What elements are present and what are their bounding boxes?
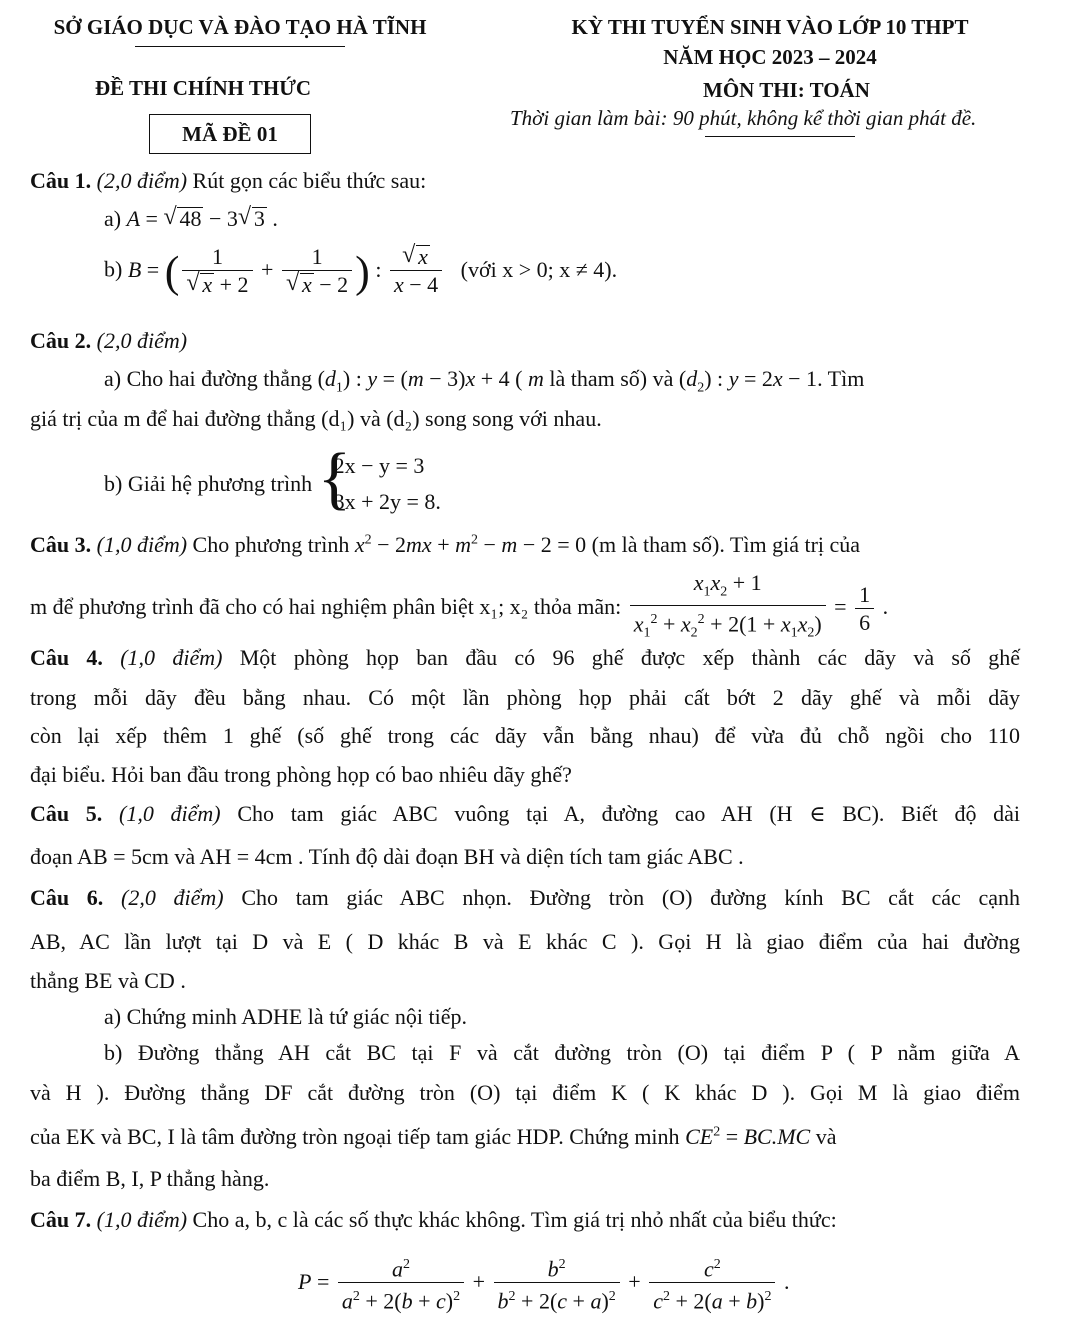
department: SỞ GIÁO DỤC VÀ ĐÀO TẠO HÀ TĨNH — [53, 15, 427, 39]
q6-text2: AB, AC lần lượt tại D và E ( D khác B và E khác C ). Gọi H là giao điểm của hai đường — [30, 929, 1020, 954]
school-year: NĂM HỌC 2023 – 2024 — [663, 45, 877, 69]
q6-text7: của EK và BC, I là tâm đường tròn ngoại tiếp tam giác HDP. Chứng minh — [30, 1124, 680, 1149]
q1a-formula: A = √ 48 − 3 √ 3 . — [126, 204, 278, 231]
q3-text3: m để phương trình đã cho có hai nghiệm phân biệt x₁; x₂ thỏa mãn: — [30, 594, 622, 620]
q3-points: (1,0 điểm) — [96, 532, 188, 557]
q4-points: (1,0 điểm) — [120, 645, 223, 670]
q6-label: Câu 6. — [30, 885, 104, 910]
q1b — [104, 244, 617, 299]
q1b-prefix: b) — [104, 256, 123, 282]
time-underline — [705, 136, 855, 137]
q6-text5: b) Đường thẳng AH cắt BC tại F và cắt đường tròn (O) tại điểm P ( P nằm giữa A — [104, 1040, 1020, 1065]
q4-label: Câu 4. — [30, 645, 103, 670]
q7-label: Câu 7. — [30, 1207, 92, 1232]
q2b-eq1: 2x − y = 3 — [333, 453, 425, 478]
q1-text: Rút gọn các biểu thức sau: — [192, 168, 427, 193]
q5-points: (1,0 điểm) — [119, 801, 221, 826]
q3-condition: $\frac{x_1x_2 + 1}{x_1^2 + x_2^2 + 2(1 + x_1x_2)}$ = $\frac{1}{6}$ . — [627, 594, 888, 619]
q4-text1: Một phòng họp ban đầu có 96 ghế được xếp thành các dãy và số ghế — [239, 645, 1020, 670]
q6-line7 — [30, 1124, 837, 1150]
q2a-line1 — [104, 366, 864, 396]
q6-line1 — [30, 885, 1020, 911]
q6-line8: ba điểm B, I, P thẳng hàng. — [30, 1166, 270, 1191]
q3-line2 — [30, 570, 888, 648]
q2a-text2: là tham số) và — [549, 366, 674, 391]
q1b-formula: B = ( 1 √ x + 2 + 1 √ x − 2 ) : √ x x − 4 — [128, 257, 445, 282]
q1-label: Câu 1. — [30, 168, 92, 193]
subject-label: MÔN THI: TOÁN — [703, 78, 870, 102]
q5-label: Câu 5. — [30, 801, 103, 826]
q1-points: (2,0 điểm) — [96, 168, 188, 193]
q6-points: (2,0 điểm) — [121, 885, 224, 910]
q5-text1: Cho tam giác ABC vuông tại A, đường cao AH (H ∈ BC). Biết độ dài — [237, 801, 1021, 826]
q2b-system: { 2x − y = 3 3x + 2y = 8. — [318, 448, 441, 520]
header-left — [30, 12, 450, 47]
q3-text2: (m là tham số). Tìm giá trị của — [591, 532, 861, 557]
q6-formula: $CE^2 = BC.MC$ — [685, 1124, 811, 1149]
q2a-text1: a) Cho hai đường thẳng — [104, 366, 313, 391]
q6-line5 — [104, 1040, 1020, 1066]
q2a-d2: $(d_2)$ : y = 2x − 1 — [678, 366, 818, 396]
q6-line6 — [30, 1080, 1020, 1106]
q4-line3 — [30, 723, 1020, 749]
exam-title: KỲ THI TUYỂN SINH VÀO LỚP 10 THPT — [571, 15, 969, 39]
q3-equation: $x^2 - 2mx + m^2 - m - 2 = 0$ — [354, 532, 587, 557]
q1b-condition: (với x > 0; x ≠ 4). — [460, 256, 618, 282]
q2b-eq2: 3x + 2y = 8. — [333, 489, 441, 514]
q6-line3: thẳng BE và CD . — [30, 968, 186, 993]
q7-line1 — [30, 1207, 837, 1233]
q2a-d1: $(d_1)$ : y = (m − 3)x + 4 ( m — [317, 366, 544, 396]
q6-text1: Cho tam giác ABC nhọn. Đường tròn (O) đường kính BC cắt các cạnh — [241, 885, 1021, 910]
q4-text2: trong mỗi dãy đều bằng nhau. Có một lần phòng họp phải cất bớt 2 dãy ghế và mỗi dãy — [30, 685, 1020, 710]
q1a-prefix: a) — [104, 206, 122, 231]
q1a — [104, 206, 278, 232]
q6-line2 — [30, 929, 1020, 955]
q7-formula: P = $\frac{a^2}{a^2 + 2(b + c)^2}$ + $\frac{b^2}{b^2 + 2(c + a)^2}$ + $\frac{c^2}{c^2 + 2(a + b)^2}$ . — [298, 1252, 789, 1316]
q2-points: (2,0 điểm) — [96, 328, 188, 353]
q2b — [104, 440, 441, 520]
q2-label: Câu 2. — [30, 328, 92, 353]
q4-text3: còn lại xếp thêm 1 ghế (số ghế trong các dãy vẫn bằng nhau) để vừa đủ chỗ ngồi cho 110 — [30, 723, 1020, 748]
q5-line1 — [30, 801, 1020, 827]
q3-label: Câu 3. — [30, 532, 92, 557]
q4-line4: đại biểu. Hỏi ban đầu trong phòng họp có bao nhiêu dãy ghế? — [30, 762, 572, 787]
q2a-text3: . Tìm — [817, 366, 865, 391]
q6-text7b: và — [815, 1124, 837, 1149]
q3-line1 — [30, 532, 860, 558]
q6-line4: a) Chứng minh ADHE là tứ giác nội tiếp. — [104, 1004, 467, 1029]
q2b-text: b) Giải hệ phương trình — [104, 471, 313, 496]
q3-text1: Cho phương trình — [192, 532, 350, 557]
header-right — [500, 12, 1040, 72]
q7-text: Cho a, b, c là các số thực khác không. Tìm giá trị nhỏ nhất của biểu thức: — [192, 1207, 837, 1232]
q2-heading — [30, 328, 187, 354]
divider — [135, 46, 345, 47]
q5-line2: đoạn AB = 5cm và AH = 4cm . Tính độ dài đoạn BH và diện tích tam giác ABC . — [30, 844, 744, 869]
q4-line2 — [30, 685, 1020, 711]
exam-code-box: MÃ ĐỀ 01 — [149, 114, 311, 154]
q6-text6: và H ). Đường thẳng DF cắt đường tròn (O) tại điểm K ( K khác D ). Gọi M là giao điểm — [30, 1080, 1020, 1105]
time-note: Thời gian làm bài: 90 phút, không kể thời gian phát đề. — [510, 106, 977, 130]
q4-line1 — [30, 645, 1020, 671]
q2a-line2: giá trị của m để hai đường thẳng (d₁) và (d₂) song song với nhau. — [30, 406, 602, 431]
official-label: ĐỀ THI CHÍNH THỨC — [95, 76, 312, 100]
q7-points: (1,0 điểm) — [96, 1207, 188, 1232]
q1-heading — [30, 168, 426, 194]
